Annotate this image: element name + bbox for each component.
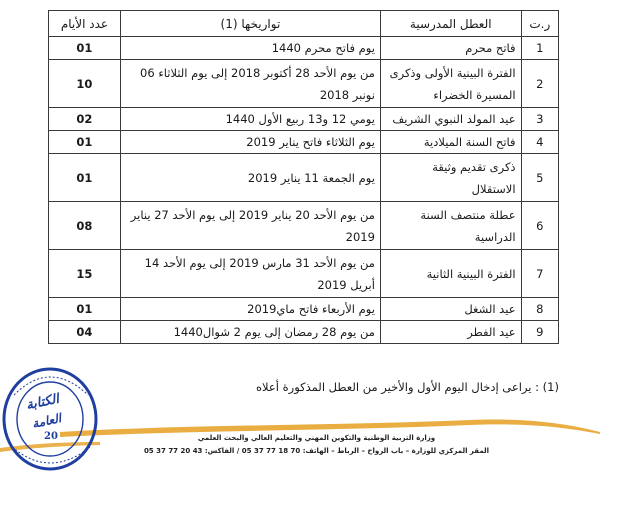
header-days: عدد الأيام <box>49 11 121 37</box>
row-index: 6 <box>521 202 558 250</box>
row-holiday: ذكرى تقديم وثيقة الاستقلال <box>380 154 521 202</box>
row-dates: يوم الثلاثاء فاتح يناير 2019 <box>120 131 380 154</box>
row-days: 15 <box>49 250 121 298</box>
header-dates: تواريخها (1) <box>120 11 380 37</box>
row-holiday: عيد الفطر <box>380 321 521 344</box>
footer-ministry-name: وزارة التربية الوطنية والتكوين المهني والتعليم العالي والبحث العلمي <box>197 434 436 442</box>
row-days: 10 <box>49 60 121 108</box>
row-days: 02 <box>49 108 121 131</box>
row-index: 5 <box>521 154 558 202</box>
row-holiday: الفترة البينية الأولى وذكرى المسيرة الخضراء <box>380 60 521 108</box>
row-holiday: الفترة البينية الثانية <box>380 250 521 298</box>
row-days: 01 <box>49 37 121 60</box>
footer-address: المقر المركزي للوزارة – باب الرواح – الرباط – الهاتف: 70 18 77 37 05 / الفاكس: 43 20 77 37 05 <box>143 447 490 455</box>
row-holiday: فاتح محرم <box>380 37 521 60</box>
row-index: 3 <box>521 108 558 131</box>
row-holiday: عيد الشغل <box>380 298 521 321</box>
row-dates: يومي 12 و13 ربيع الأول 1440 <box>120 108 380 131</box>
row-index: 2 <box>521 60 558 108</box>
row-dates: يوم الأربعاء فاتح ماي2019 <box>120 298 380 321</box>
stamp-number: 20 <box>44 431 58 442</box>
row-dates: من يوم الأحد 20 يناير 2019 إلى يوم الأحد 27 يناير 2019 <box>120 202 380 250</box>
row-index: 1 <box>521 37 558 60</box>
row-days: 01 <box>49 131 121 154</box>
row-dates: من يوم 28 رمضان إلى يوم 2 شوال1440 <box>120 321 380 344</box>
stamp-text-line2: العامة <box>30 411 63 431</box>
stamp-text-line1: الكتابة <box>24 391 61 414</box>
row-index: 8 <box>521 298 558 321</box>
row-days: 01 <box>49 154 121 202</box>
header-index: ر.ت <box>521 11 558 37</box>
row-dates: يوم الجمعة 11 يناير 2019 <box>120 154 380 202</box>
row-index: 9 <box>521 321 558 344</box>
row-index: 7 <box>521 250 558 298</box>
row-holiday: فاتح السنة الميلادية <box>380 131 521 154</box>
row-days: 08 <box>49 202 121 250</box>
row-dates: يوم فاتح محرم 1440 <box>120 37 380 60</box>
row-days: 01 <box>49 298 121 321</box>
row-holiday: عطلة منتصف السنة الدراسية <box>380 202 521 250</box>
header-holiday: العطل المدرسية <box>380 11 521 37</box>
row-index: 4 <box>521 131 558 154</box>
footnote: (1) : يراعى إدخال اليوم الأول والأخير من العطل المذكورة أعلاه <box>256 380 559 394</box>
row-dates: من يوم الأحد 28 أكتوبر 2018 إلى يوم الثلاثاء 06 نونبر 2018 <box>120 60 380 108</box>
row-holiday: عيد المولد النبوي الشريف <box>380 108 521 131</box>
row-dates: من يوم الأحد 31 مارس 2019 إلى يوم الأحد 14 أبريل 2019 <box>120 250 380 298</box>
row-days: 04 <box>49 321 121 344</box>
